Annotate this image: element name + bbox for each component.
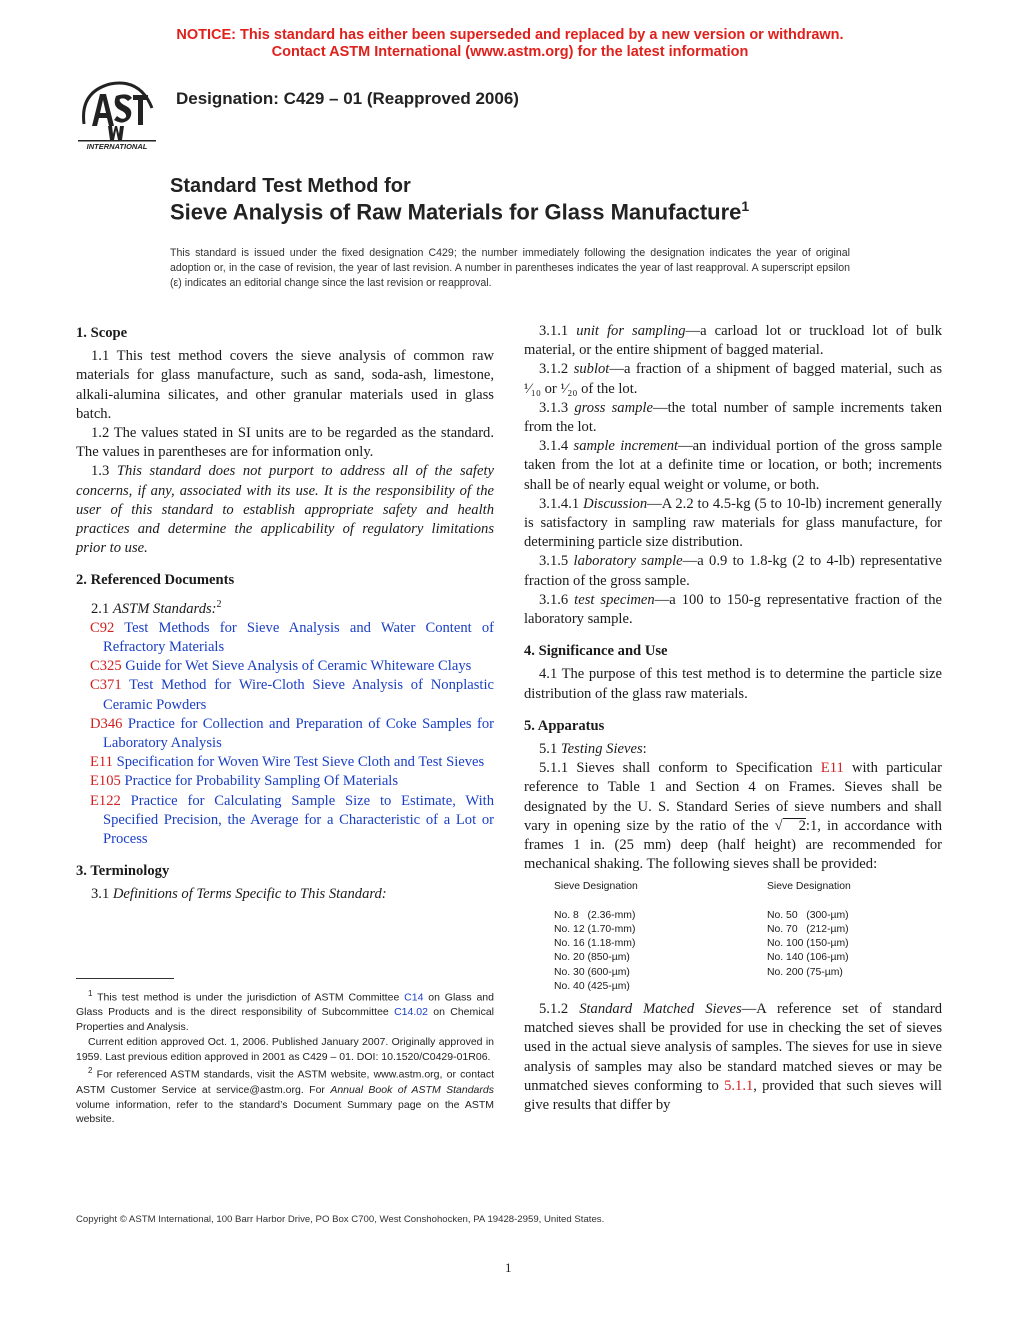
refdocs-footnote-ref: 2 — [216, 598, 222, 610]
notice-line-2: Contact ASTM International (www.astm.org) for the latest information — [271, 44, 749, 60]
ref-title[interactable]: Practice for Calculating Sample Size to Estimate, With Specified Precision, the Average for a Characteristic of a Lot or Process — [103, 792, 494, 847]
definition-text: —the total number of sample increments taken from the lot. — [524, 399, 942, 436]
section-5-1-1-link[interactable]: 5.1.1 — [724, 1077, 754, 1094]
apparatus-5-1-colon: : — [642, 741, 647, 758]
footnote-2-text-a: For referenced ASTM standards, visit the ASTM website, www.astm.org, or contact ASTM Customer Service at service@astm.org. For — [76, 1068, 494, 1096]
definition-3-1-3 — [524, 399, 942, 437]
footnote-1-marker: 1 — [88, 989, 93, 998]
ref-code[interactable]: E11 — [90, 754, 113, 771]
ref-item[interactable] — [76, 772, 494, 791]
definition-num: 3.1.6 — [539, 591, 575, 608]
footnote-2-italic: Annual Book of ASTM Standards — [330, 1083, 494, 1096]
logo-text: INTERNATIONAL — [86, 142, 148, 150]
sieve-cell: No. 12 (1.70-mm) — [554, 923, 636, 935]
sieve-header-left: Sieve Designation — [554, 881, 638, 893]
definition-num: 3.1.5 — [539, 553, 574, 570]
sieve-cell: No. 30 (600-µm) — [554, 966, 630, 978]
sieve-cell: No. 8 (2.36-mm) — [554, 909, 636, 921]
sieve-cell: No. 100 (150-µm) — [767, 938, 849, 950]
sieve-cell-empty — [767, 980, 851, 994]
ref-code[interactable]: E122 — [90, 792, 121, 809]
left-column — [76, 322, 494, 905]
footnotes — [76, 987, 494, 1127]
footnote-2 — [76, 1064, 494, 1127]
definition-term: gross sample — [574, 399, 653, 416]
definition-term: sublot — [573, 361, 610, 378]
ref-item[interactable] — [76, 753, 494, 772]
ref-item[interactable] — [76, 676, 494, 714]
sieve-header-right: Sieve Designation — [767, 881, 851, 893]
ref-code[interactable]: C92 — [90, 619, 115, 636]
footnote-1-text-c: on Chemical Properties and Analysis. — [76, 1006, 494, 1034]
sieve-cell: No. 40 (425-µm) — [554, 980, 630, 992]
definition-3-1-1 — [524, 322, 942, 360]
astm-logo-icon — [70, 78, 162, 150]
ref-title[interactable]: Test Methods for Sieve Analysis and Water Content of Refractory Materials — [103, 619, 494, 655]
footnote-2-marker: 2 — [88, 1066, 93, 1076]
terminology-3-1-num: 3.1 — [91, 886, 113, 903]
footnote-divider — [76, 978, 174, 979]
title-main: Sieve Analysis of Raw Materials for Glass Manufacture — [170, 199, 742, 225]
title-line-2 — [170, 198, 749, 225]
footnote-2-text-b: volume information, refer to the standard’s Document Summary page on the ASTM website. — [76, 1098, 494, 1126]
sqrt-radicand: 2 — [783, 818, 806, 834]
scope-1-3-text: This standard does not purport to address all of the safety concerns, if any, associated with its use. It is the responsibility of the user of this standard to establish appropriate safety and health practices and determine the applicability of regulatory limitations prior to use. — [76, 463, 494, 557]
sqrt-symbol: √ — [774, 817, 783, 834]
sieve-cell: No. 50 (300-µm) — [767, 909, 849, 921]
ref-title[interactable]: Guide for Wet Sieve Analysis of Ceramic Whiteware Clays — [125, 658, 472, 675]
apparatus-5-1-2 — [524, 1000, 942, 1115]
footnote-1-text-a: This test method is under the jurisdiction of ASTM Committee — [92, 991, 405, 1004]
sieve-cell: No. 20 (850-µm) — [554, 952, 630, 964]
ref-title[interactable]: Test Method for Wire-Cloth Sieve Analysis of Nonplastic Ceramic Powders — [103, 677, 494, 713]
scope-1-3-num: 1.3 — [91, 463, 117, 480]
designation: Designation: C429 – 01 (Reapproved 2006) — [176, 89, 519, 108]
subcommittee-link[interactable]: C14.02 — [394, 1006, 428, 1019]
definition-num: 3.1.2 — [539, 361, 574, 378]
ref-item[interactable] — [76, 792, 494, 850]
ref-title[interactable]: Practice for Probability Sampling Of Materials — [124, 773, 399, 790]
astm-international-logo — [70, 78, 162, 150]
issuance-note: This standard is issued under the fixed designation C429; the number immediately following the designation indicates the year of original adoption or, in the case of revision, the year of last revision. A number in parentheses indicates the year of last reapproval. A superscript epsilon (ε) indicates an editorial change since the last revision or reapproval. — [170, 247, 850, 289]
sieve-cell: No. 16 (1.18-mm) — [554, 938, 636, 950]
definition-term: test specimen — [574, 591, 655, 608]
sieve-cell: No. 140 (106-µm) — [767, 952, 849, 964]
ref-item[interactable] — [76, 715, 494, 753]
definition-term: unit for sampling — [576, 323, 686, 339]
section-apparatus-heading: 5. Apparatus — [524, 717, 605, 734]
apparatus-5-1-2-num: 5.1.2 — [539, 1000, 580, 1017]
page-number: 1 — [505, 1260, 512, 1275]
ref-title[interactable]: Specification for Woven Wire Test Sieve Cloth and Test Sieves — [116, 754, 485, 771]
definition-3-1-4-1 — [524, 495, 942, 553]
significance-4-1: 4.1 The purpose of this test method is to determine the particle size distribution of the glass raw materials. — [524, 666, 942, 702]
section-terminology-heading: 3. Terminology — [76, 863, 170, 880]
title-footnote-ref: 1 — [741, 198, 750, 214]
ref-code[interactable]: C325 — [90, 658, 122, 675]
footnote-1-text-b: on Glass and Glass Products and is the direct responsibility of Subcommittee — [76, 991, 494, 1019]
apparatus-text: with particular reference to Table 1 and Section 4 on Frames. Sieves shall be designated by the U. S. Standard Series of sieve numbers and shall vary in opening size by the ratio of the — [524, 760, 943, 834]
title-line-1: Standard Test Method for — [170, 175, 411, 197]
definition-num: 3.1.4.1 — [539, 495, 584, 512]
section-scope-heading: 1. Scope — [76, 325, 128, 341]
definition-term: sample increment — [573, 438, 679, 455]
section-significance-heading: 4. Significance and Use — [524, 643, 668, 660]
sieve-cell: No. 70 (212-µm) — [767, 923, 849, 935]
definition-text: —a 100 to 150-g representative fraction of the laboratory sample. — [524, 591, 942, 628]
sieve-table — [554, 880, 851, 993]
terminology-3-1 — [76, 885, 494, 904]
footnote-1-edition: Current edition approved Oct. 1, 2006. Published January 2007. Originally approved in 1959. Last previous edition approved in 2001 as C429 – 01. DOI: 10.1520/C0429-01R06. — [76, 1035, 494, 1063]
copyright: Copyright © ASTM International, 100 Barr Harbor Drive, PO Box C700, West Conshohocken, PA 19428-2959, United States. — [76, 1214, 605, 1225]
notice-line-1: NOTICE: This standard has either been superseded and replaced by a new version or withdrawn. — [176, 27, 844, 43]
terminology-3-1-text: Definitions of Terms Specific to This Standard: — [112, 886, 387, 903]
ref-item[interactable] — [76, 619, 494, 657]
scope-1-2: 1.2 The values stated in SI units are to be regarded as the standard. The values in parentheses are for information only. — [76, 425, 494, 461]
right-column — [524, 322, 942, 1115]
definition-3-1-2 — [524, 360, 942, 398]
apparatus-5-1-num: 5.1 — [539, 741, 561, 758]
committee-link[interactable]: C14 — [404, 991, 424, 1004]
sieve-cell: No. 200 (75-µm) — [767, 966, 843, 978]
apparatus-5-1-2-term: Standard Matched Sieves — [579, 1000, 742, 1017]
definition-num: 3.1.1 — [539, 323, 577, 339]
scope-1-3 — [76, 462, 494, 558]
scope-1-1: 1.1 This test method covers the sieve analysis of common raw materials for glass manufacture, such as sand, soda-ash, limestone, alkali-alumina silicates, and other granular materials used in glass batch. — [76, 348, 494, 422]
section-refdocs-heading: 2. Referenced Documents — [76, 572, 235, 589]
notice-banner — [0, 27, 1020, 61]
apparatus-5-1-text: Testing Sieves — [560, 741, 643, 758]
definition-text: —a fraction of a shipment of bagged material, such as ¹⁄₁₀ or ¹⁄₂₀ of the lot. — [524, 361, 943, 397]
ref-item[interactable] — [76, 657, 494, 676]
apparatus-5-1 — [524, 740, 942, 759]
refdocs-intro-text: ASTM Standards: — [112, 600, 217, 617]
spec-e11-link[interactable]: E11 — [820, 760, 844, 777]
definition-num: 3.1.4 — [539, 438, 574, 455]
ref-code[interactable]: C371 — [90, 677, 122, 694]
definition-num: 3.1.3 — [539, 399, 575, 416]
refdocs-intro — [76, 595, 494, 619]
definition-3-1-5 — [524, 552, 942, 590]
ref-code[interactable]: E105 — [90, 773, 121, 790]
definition-text: —a 0.9 to 1.8-kg (2 to 4-lb) representative fraction of the gross sample. — [524, 553, 942, 589]
apparatus-text: , provided that such sieves will give results that differ by — [524, 1077, 942, 1113]
apparatus-text: —A reference set of standard matched sieves shall be provided for use in checking the set of sieves used in the actual sieve analysis of samples. The sieves for use in sieve analysis of samples may also be standard matched sieves or may be unmatched sieves conforming to — [524, 1000, 942, 1094]
definition-3-1-4 — [524, 437, 942, 495]
apparatus-text: 5.1.1 Sieves shall conform to Specification — [539, 760, 821, 777]
refdocs-intro-num: 2.1 — [91, 600, 113, 617]
definition-3-1-6 — [524, 591, 942, 629]
ref-code[interactable]: D346 — [90, 715, 123, 732]
definition-text: —A 2.2 to 4.5-kg (5 to 10-lb) increment generally is satisfactory in sampling raw materials for glass manufacture, for determining particle size distribution. — [524, 495, 942, 551]
definition-term: laboratory sample — [573, 553, 683, 570]
apparatus-5-1-1 — [524, 759, 942, 874]
definition-text: —a carload lot or truckload lot of bulk material, or the entire shipment of bagged material. — [524, 323, 943, 359]
footnote-1 — [76, 987, 494, 1035]
ref-title[interactable]: Practice for Collection and Preparation of Coke Samples for Laboratory Analysis — [103, 715, 494, 751]
definition-term: Discussion — [583, 495, 648, 512]
apparatus-text: :1, in accordance with frames 1 in. (25 mm) deep (half height) are recommended for mechanical shaking. The following sieves shall be provided: — [524, 817, 942, 873]
definition-text: —an individual portion of the gross sample taken from the lot at a definite time or location, or both; increments shall be of nearly equal weight or volume, or both. — [524, 438, 942, 493]
